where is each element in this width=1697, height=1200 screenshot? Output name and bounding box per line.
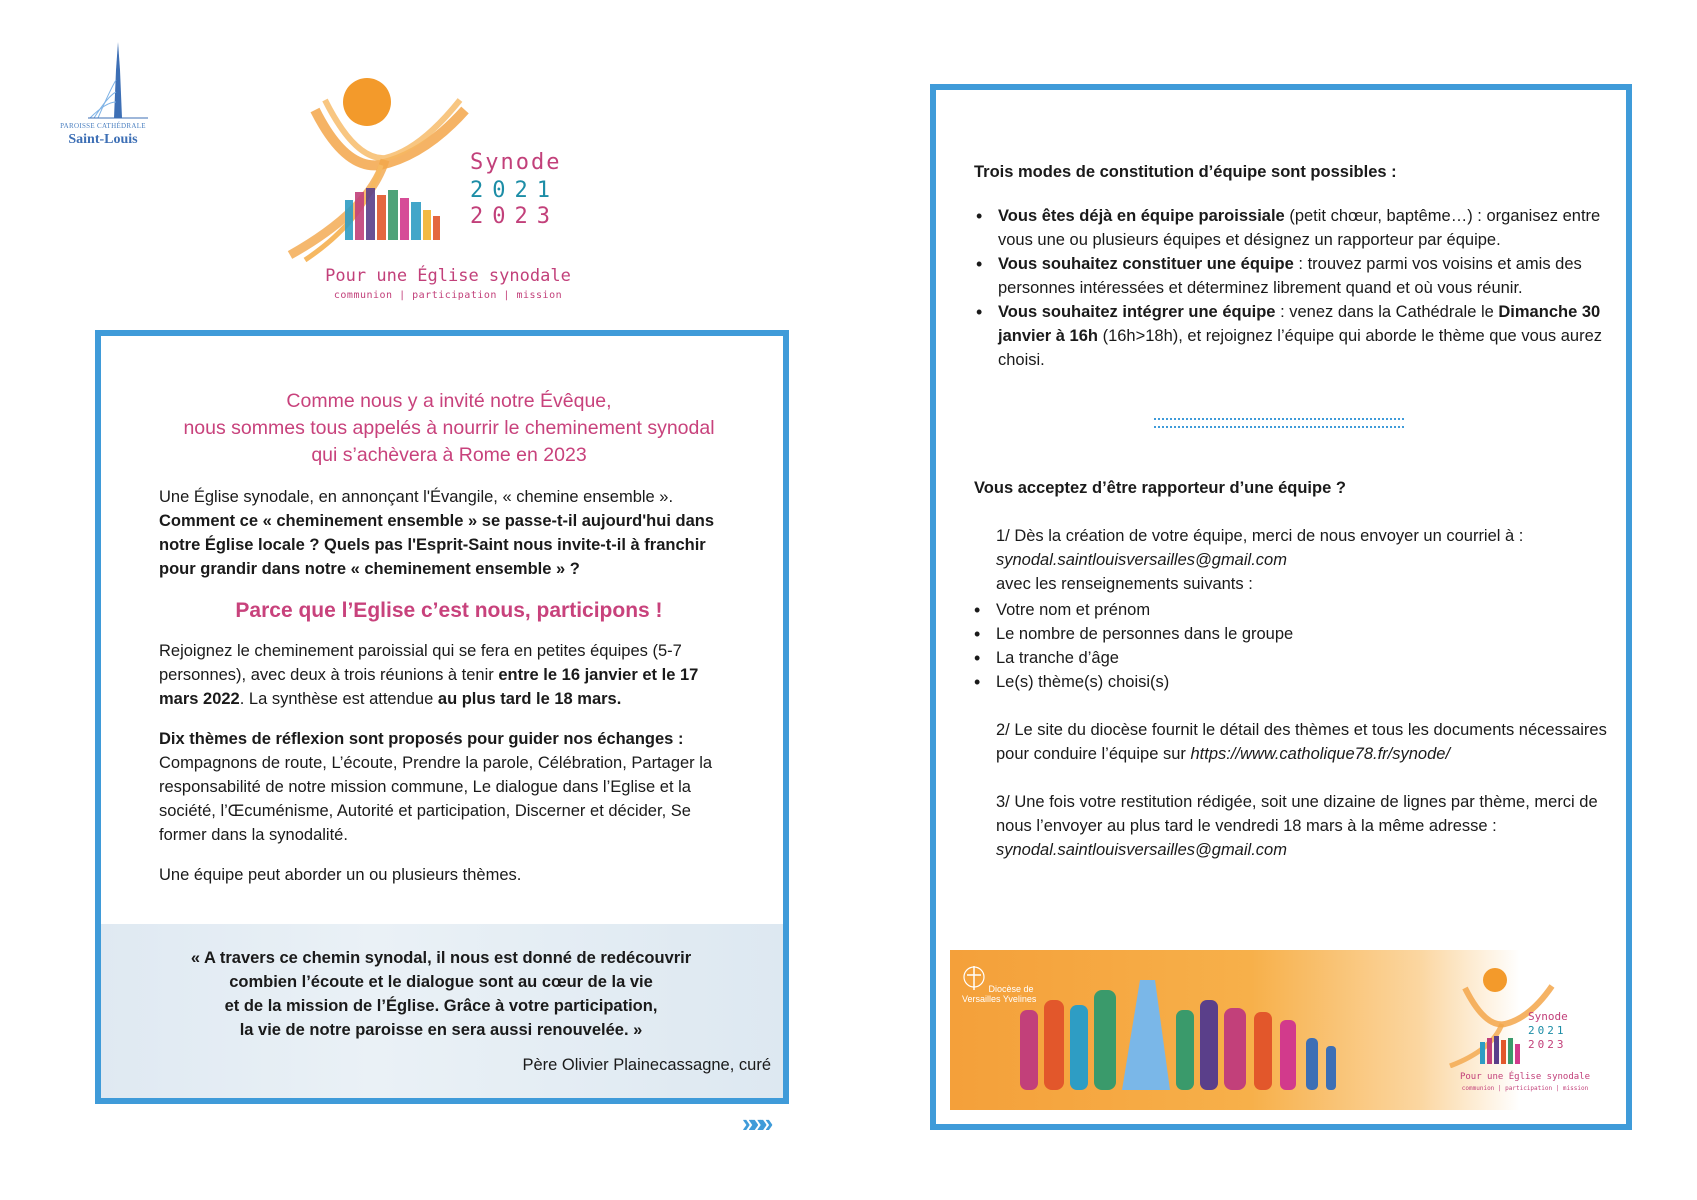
intro-line: qui s’achèvera à Rome en 2023 — [311, 444, 587, 466]
intro-paragraph-text: Une Église synodale, en annonçant l'Évangile, « chemine ensemble ». — [159, 488, 674, 506]
quote-line: « A travers ce chemin synodal, il nous est donné de redécouvrir — [190, 949, 692, 967]
parish-name: Saint-Louis — [68, 132, 138, 147]
quote-line: combien l’écoute et le dialogue sont au cœur de la vie — [229, 973, 653, 991]
banner-synode-tagline: Pour une Église synodale — [1459, 1072, 1591, 1082]
pastor-quote — [131, 946, 751, 1042]
mode-text: : trouvez parmi vos voisins et amis des personnes intéressées et déterminez librement quand et où vous réunir. — [998, 255, 1582, 297]
dotted-separator — [1154, 418, 1404, 428]
quote-signature: Père Olivier Plainecassagne, curé — [522, 1056, 771, 1074]
diocese-cross-icon — [962, 962, 986, 992]
step-1-after: avec les renseignements suivants : — [996, 575, 1253, 593]
mode-date: Dimanche 30 janvier à 16h — [998, 303, 1601, 345]
intro-title — [159, 388, 739, 469]
info-item: • Le(s) thème(s) choisi(s) — [974, 670, 1614, 694]
mode-text: (16h>18h), et rejoignez l’équipe qui aborde le thème que vous aurez choisi. — [998, 327, 1603, 369]
left-panel-content — [159, 388, 739, 887]
info-item: • Le nombre de personnes dans le groupe — [974, 622, 1614, 646]
intro-line: nous sommes tous appelés à nourrir le cheminement synodal — [183, 417, 715, 439]
quote-line: et de la mission de l’Église. Grâce à votre participation, — [224, 997, 658, 1015]
right-panel-content — [974, 160, 1614, 862]
themes-paragraph — [159, 727, 739, 847]
parish-subtitle: PAROISSE CATHÉDRALE — [60, 122, 146, 130]
modes-list — [974, 204, 1614, 372]
mode-item — [974, 300, 1614, 372]
mode-title: Vous êtes déjà en équipe paroissiale — [998, 207, 1285, 225]
rapporteur-heading: Vous acceptez d’être rapporteur d’une équipe ? — [974, 479, 1346, 497]
diocese-url-link[interactable]: https://www.catholique78.fr/synode/ — [1190, 745, 1451, 763]
mode-item — [974, 252, 1614, 300]
quote-band — [101, 924, 783, 1098]
contact-email-link-2[interactable]: synodal.saintlouisversailles@gmail.com — [996, 841, 1287, 859]
banner-synode-subtitle: communion | participation | mission — [1461, 1085, 1589, 1092]
contact-email-link[interactable]: synodal.saintlouisversailles@gmail.com — [996, 551, 1287, 569]
left-panel — [95, 330, 789, 1104]
step-2-text: 2/ Le site du diocèse fournit le détail des thèmes et tous les documents nécessaires pour conduire l’équipe sur — [996, 721, 1607, 763]
synode-logo — [285, 70, 605, 315]
bottom-banner — [950, 950, 1620, 1110]
modes-heading: Trois modes de constitution d’équipe sont possibles : — [974, 163, 1397, 181]
info-item: • Votre nom et prénom — [974, 598, 1614, 622]
diocese-name: Diocèse de Versailles Yvelines — [962, 984, 1037, 1004]
schedule-text: . La synthèse est attendue — [239, 690, 438, 708]
call-to-action: Parce que l’Eglise c’est nous, participons ! — [235, 599, 663, 622]
mode-title: Vous souhaitez constituer une équipe — [998, 255, 1294, 273]
banner-synode-figure — [1440, 958, 1610, 1068]
schedule-text: Rejoignez le cheminement paroissial qui se fera en petites équipes (5-7 personnes), avec deux à trois réunions à tenir — [159, 642, 682, 684]
banner-synode-logo — [1440, 958, 1610, 1108]
mode-item — [974, 204, 1614, 252]
mode-text: (petit chœur, baptême…) : organisez entre vous une ou plusieurs équipes et désignez un rapporteur par équipe. — [998, 207, 1601, 249]
banner-synode-year-start: 2021 — [1528, 1024, 1567, 1037]
step-2 — [974, 718, 1614, 766]
banner-synode-year-end: 2023 — [1528, 1038, 1567, 1051]
synode-word: Synode — [470, 150, 562, 175]
synode-subtitle: communion | participation | mission — [333, 290, 563, 301]
intro-line: Comme nous y a invité notre Évêque, — [286, 390, 612, 412]
mode-title: Vous souhaitez intégrer une équipe — [998, 303, 1276, 321]
themes-note: Une équipe peut aborder un ou plusieurs thèmes. — [159, 866, 522, 884]
banner-synode-word: Synode — [1528, 1010, 1568, 1023]
info-list — [974, 598, 1614, 694]
parish-logo — [58, 40, 148, 150]
next-page-chevrons-icon: »»» — [742, 1108, 768, 1138]
step-1-text: 1/ Dès la création de votre équipe, merci de nous envoyer un courriel à : — [996, 527, 1524, 545]
people-silhouettes-illustration — [1010, 950, 1450, 1110]
schedule-paragraph — [159, 639, 739, 711]
schedule-deadline: au plus tard le 18 mars. — [437, 690, 622, 708]
synode-year-start: 2021 — [470, 178, 559, 203]
mode-text: : venez dans la Cathédrale le — [1275, 303, 1499, 321]
info-item: • La tranche d’âge — [974, 646, 1614, 670]
step-3 — [974, 790, 1614, 862]
themes-list: Compagnons de route, L’écoute, Prendre la parole, Célébration, Partager la responsabilité de notre mission commune, Le dialogue dans l’Eglise et la société, l’Œcuménisme, Autorité et participation, Discerner et décider, Se former dans la synodalité. — [159, 754, 713, 844]
intro-paragraph-question: Comment ce « cheminement ensemble » se passe-t-il aujourd'hui dans notre Église locale ? Quels pas l'Esprit-Saint nous invite-t-il à franchir pour grandir dans notre « cheminement ensemble » ? — [159, 512, 714, 578]
step-3-text: 3/ Une fois votre restitution rédigée, soit une dizaine de lignes par thème, merci de nous l’envoyer au plus tard le vendredi 18 mars à la même adresse : — [996, 793, 1598, 835]
themes-heading: Dix thèmes de réflexion sont proposés pour guider nos échanges : — [159, 730, 684, 748]
synode-tagline: Pour une Église synodale — [325, 266, 571, 286]
intro-paragraph — [159, 485, 739, 581]
cathedral-spire-icon — [58, 40, 148, 122]
step-1 — [974, 524, 1614, 596]
schedule-dates: entre le 16 janvier et le 17 mars 2022 — [159, 666, 699, 708]
synode-year-end: 2023 — [470, 204, 559, 229]
right-panel — [930, 84, 1632, 1130]
quote-line: la vie de notre paroisse en sera aussi renouvelée. » — [239, 1021, 643, 1039]
